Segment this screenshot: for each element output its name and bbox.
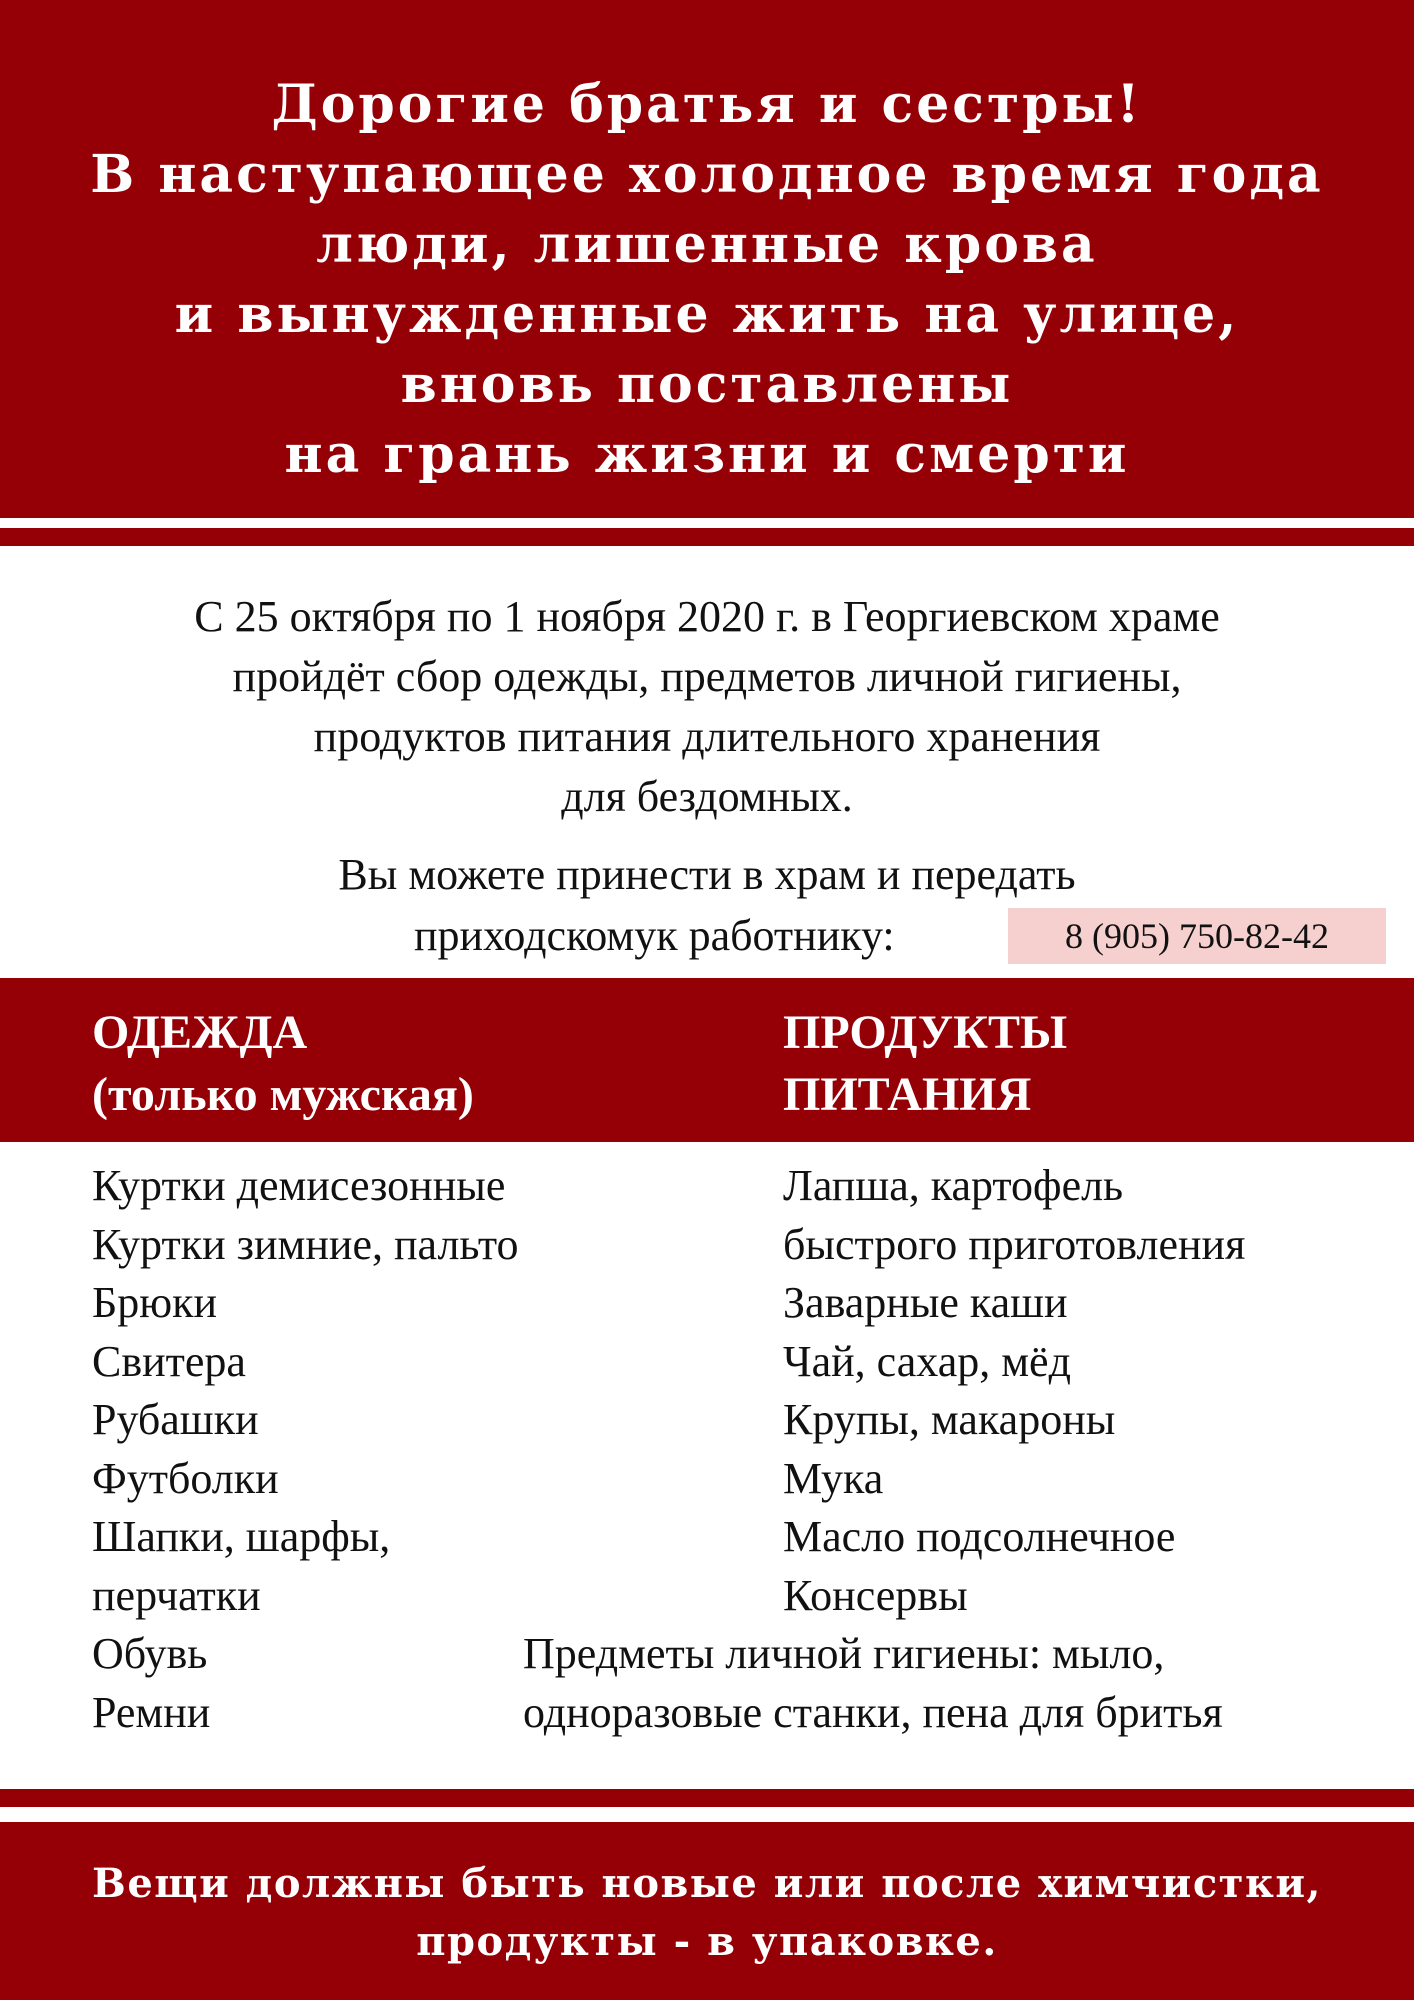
clothing-heading <box>92 1002 474 1126</box>
intro-line: С 25 октября по 1 ноября 2020 г. в Георгиевском храме <box>194 592 1220 641</box>
clothing-item: перчатки <box>92 1570 261 1620</box>
hygiene-line: одноразовые станки, пена для бритья <box>523 1687 1223 1737</box>
clothing-heading-line: ОДЕЖДА <box>92 1006 308 1059</box>
food-item: быстрого приготовления <box>783 1219 1246 1269</box>
intro-paragraph <box>0 587 1414 827</box>
hygiene-line: Предметы личной гигиены: мыло, <box>523 1629 1165 1678</box>
bring-instruction-contact: приходскомук работнику: <box>414 911 895 960</box>
clothing-item: Куртки демисезонные <box>92 1161 506 1210</box>
food-list <box>783 1157 1245 1625</box>
food-item: Консервы <box>783 1570 968 1620</box>
header-line: на грань жизни и смерти <box>284 424 1130 485</box>
clothing-item: Футболки <box>92 1453 279 1503</box>
header-line: вновь поставлены <box>400 354 1014 415</box>
header-line: В наступающее холодное время года <box>90 144 1324 205</box>
clothing-item: Куртки зимние, пальто <box>92 1219 519 1269</box>
clothing-heading-line: (только мужская) <box>92 1068 474 1121</box>
clothing-item: Свитера <box>92 1336 246 1386</box>
food-item: Лапша, картофель <box>783 1161 1124 1210</box>
footer-line: Вещи должны быть новые или после химчистки, <box>92 1860 1322 1907</box>
clothing-item: Ремни <box>92 1687 211 1737</box>
divider-bottom <box>0 1789 1414 1807</box>
intro-line: продуктов питания длительного хранения <box>313 712 1101 761</box>
clothing-item: Брюки <box>92 1278 218 1327</box>
footer-note <box>0 1855 1414 1971</box>
hygiene-note <box>523 1625 1223 1742</box>
header-banner <box>0 0 1414 518</box>
food-item: Крупы, макароны <box>783 1395 1116 1444</box>
footer-banner <box>0 1822 1414 2000</box>
clothing-list <box>92 1157 518 1742</box>
food-item: Заварные каши <box>783 1278 1068 1327</box>
header-line: люди, лишенные крова <box>316 214 1098 275</box>
clothing-item: Обувь <box>92 1629 208 1678</box>
bring-instruction: Вы можете принести в храм и передать <box>338 850 1076 899</box>
header-line: Дорогие братья и сестры! <box>271 74 1143 135</box>
food-item: Чай, сахар, мёд <box>783 1336 1071 1386</box>
phone-number: 8 (905) 750-82-42 <box>1008 908 1386 964</box>
food-item: Мука <box>783 1453 884 1503</box>
intro-line: пройдёт сбор одежды, предметов личной гигиены, <box>232 652 1182 701</box>
header-line: и вынужденные жить на улице, <box>174 284 1240 345</box>
food-heading-line: ПИТАНИЯ <box>783 1068 1032 1121</box>
intro-line: для бездомных. <box>561 772 853 821</box>
columns-header-banner <box>0 978 1414 1142</box>
food-heading-line: ПРОДУКТЫ <box>783 1006 1068 1059</box>
food-item: Масло подсолнечное <box>783 1512 1176 1561</box>
food-heading <box>783 1002 1067 1126</box>
clothing-item: Рубашки <box>92 1395 259 1444</box>
footer-line: продукты - в упаковке. <box>416 1918 998 1965</box>
header-heading <box>0 70 1414 490</box>
divider-top <box>0 528 1414 546</box>
clothing-item: Шапки, шарфы, <box>92 1512 391 1561</box>
